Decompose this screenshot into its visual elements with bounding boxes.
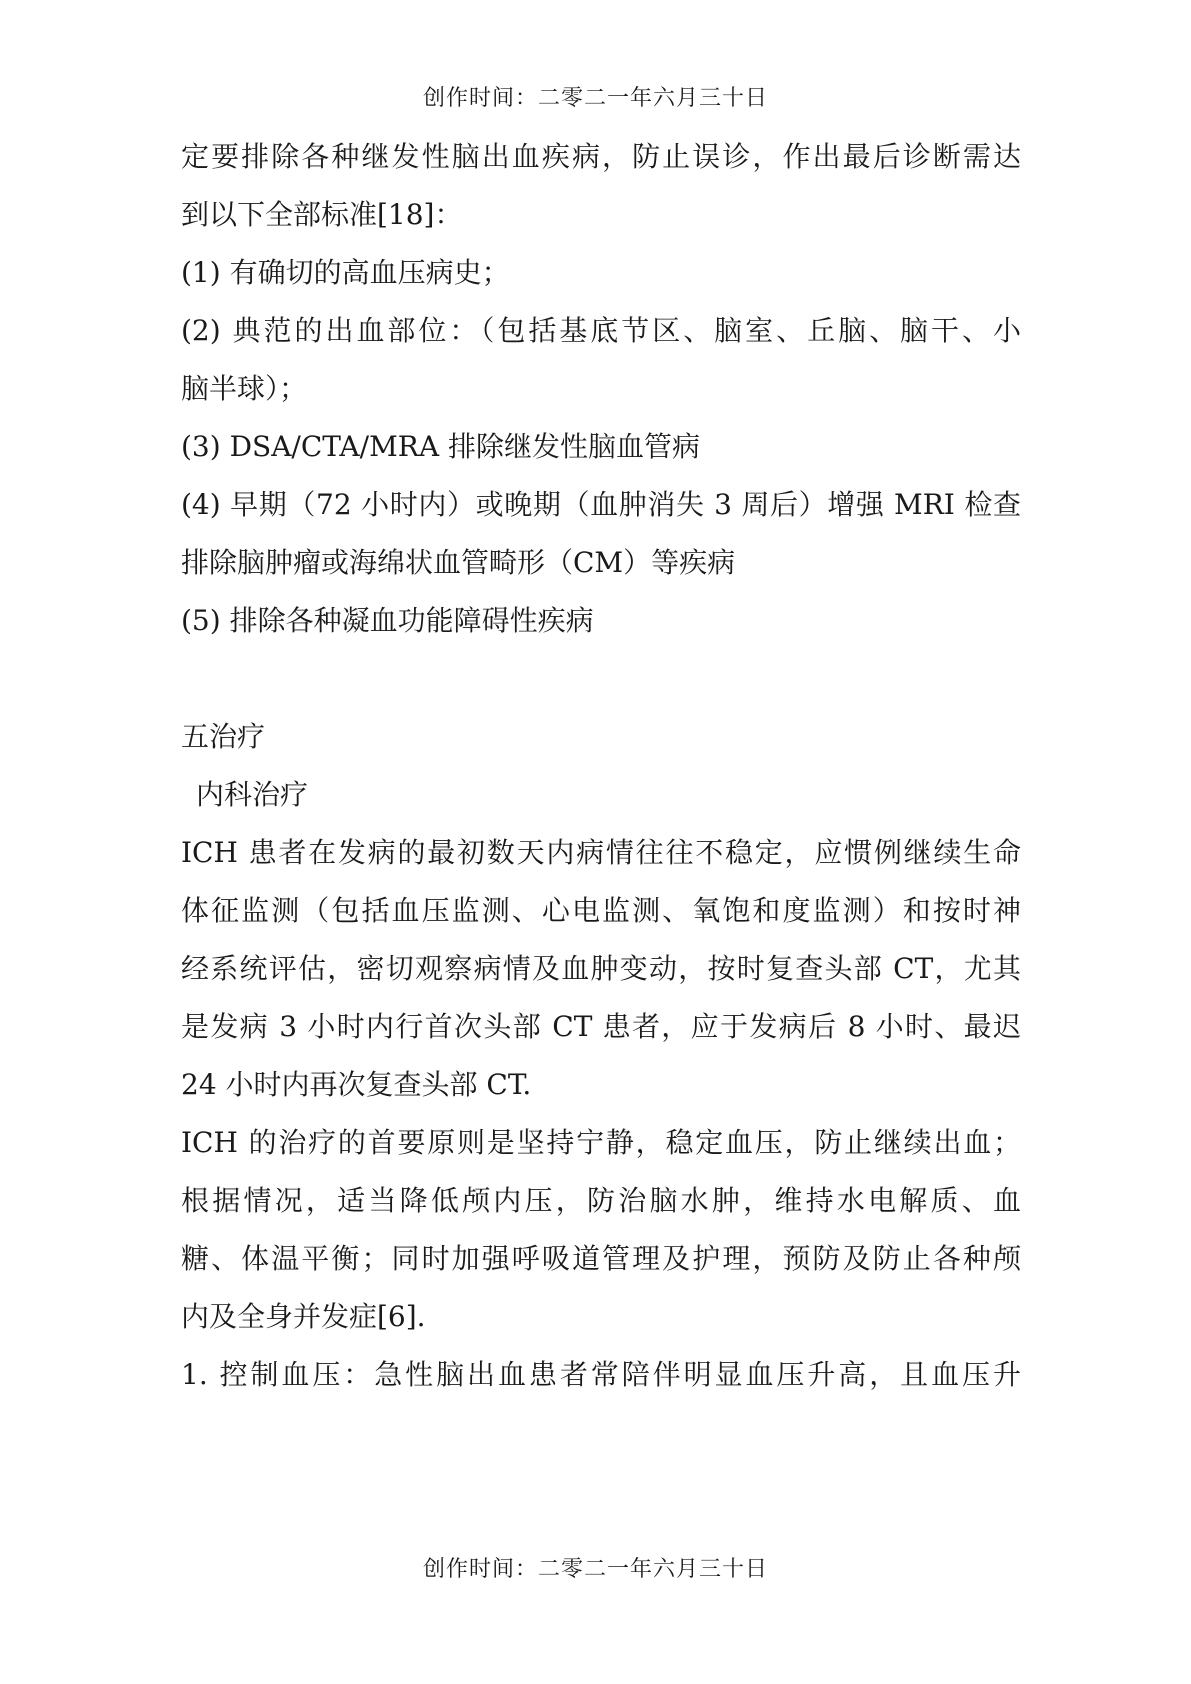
body-line: 内及全身并发症[6]. xyxy=(181,1300,426,1333)
body-line: 定要排除各种继发性脑出血疾病，防止误诊，作出最后诊断需达 xyxy=(181,140,1021,173)
list-item-4: (4) 早期（72 小时内）或晚期（血肿消失 3 周后）增强 MRI 检查 xyxy=(181,488,1021,521)
list-item-1: (1) 有确切的高血压病史； xyxy=(181,256,510,289)
subsection-heading: 内科治疗 xyxy=(196,778,309,811)
list-item-3: (3) DSA/CTA/MRA 排除继发性脑血管病 xyxy=(181,430,700,463)
numbered-item-1: 1. 控制血压：急性脑出血患者常陪伴明显血压升高，且血压升 xyxy=(181,1358,1021,1391)
list-item-2-cont: 脑半球）； xyxy=(181,372,308,405)
body-line: 根据情况，适当降低颅内压，防治脑水肿，维持水电解质、血 xyxy=(181,1184,1021,1217)
body-line: 经系统评估，密切观察病情及血肿变动，按时复查头部 CT，尤其 xyxy=(181,952,1021,985)
body-line: ICH 患者在发病的最初数天内病情往往不稳定，应惯例继续生命 xyxy=(181,836,1021,869)
body-line: ICH 的治疗的首要原则是坚持宁静，稳定血压，防止继续出血； xyxy=(181,1126,1021,1159)
body-line: 24 小时内再次复查头部 CT. xyxy=(181,1068,532,1101)
body-line: 糖、体温平衡；同时加强呼吸道管理及护理，预防及防止各种颅 xyxy=(181,1242,1021,1275)
body-line: 体征监测（包括血压监测、心电监测、氧饱和度监测）和按时神 xyxy=(181,894,1021,927)
body-line: 是发病 3 小时内行首次头部 CT 患者，应于发病后 8 小时、最迟 xyxy=(181,1010,1021,1043)
list-item-4-cont: 排除脑肿瘤或海绵状血管畸形（CM）等疾病 xyxy=(181,546,736,579)
body-line: 到以下全部标准[18]： xyxy=(181,198,463,231)
section-heading: 五治疗 xyxy=(181,720,266,753)
list-item-2: (2) 典范的出血部位：（包括基底节区、脑室、丘脑、脑干、小 xyxy=(181,314,1021,347)
page-footer: 创作时间：二零二一年六月三十日 xyxy=(422,1557,768,1582)
list-item-5: (5) 排除各种凝血功能障碍性疾病 xyxy=(181,604,594,637)
page-header: 创作时间：二零二一年六月三十日 xyxy=(422,86,768,111)
